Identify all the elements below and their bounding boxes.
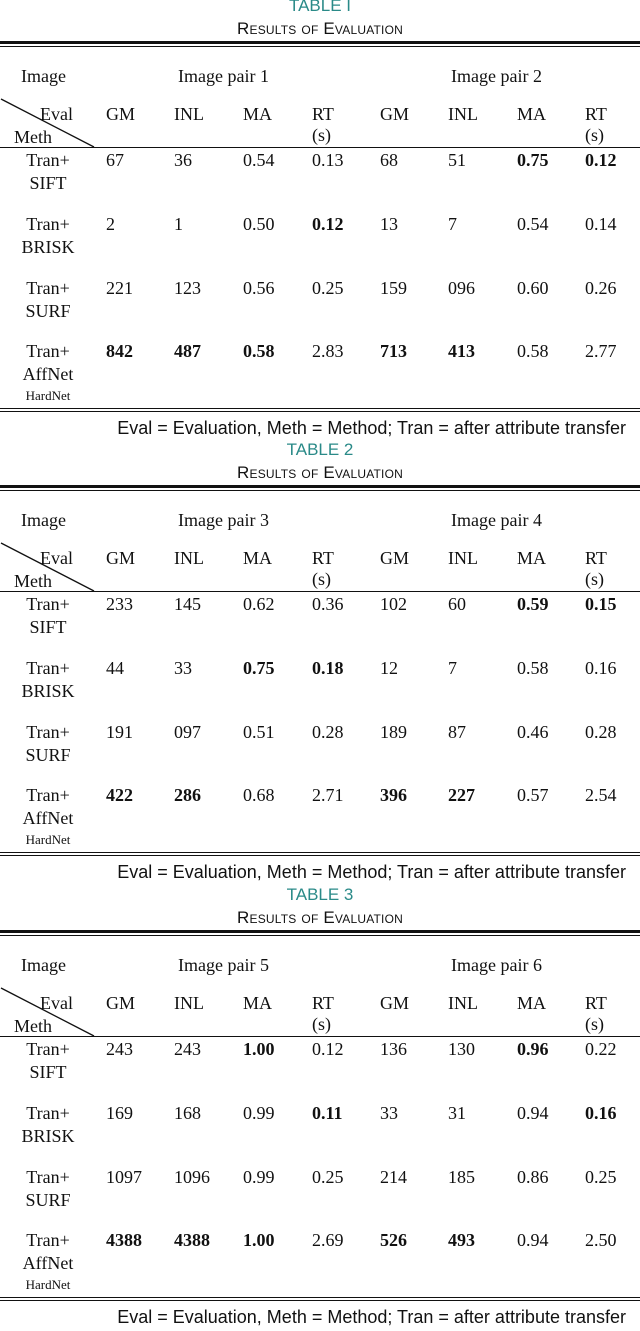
table-cell: 13: [380, 214, 398, 234]
header-metric: RT: [312, 548, 334, 568]
row-label-line2: SIFT: [29, 617, 67, 637]
row-label-line1: Tran+: [26, 214, 70, 234]
row-label-line1: Tran+: [26, 1039, 70, 1059]
table-cell: 0.57: [517, 785, 549, 805]
table-cell: 233: [106, 594, 133, 614]
header-rt-unit: (s): [585, 125, 604, 145]
header-rt-unit: (s): [585, 1014, 604, 1034]
table-top-rule-thin: [0, 46, 640, 47]
header-pair-b: Image pair 4: [451, 510, 542, 530]
header-metric: GM: [106, 548, 136, 568]
row-label-line2: BRISK: [21, 681, 75, 701]
table-cell: 526: [380, 1230, 407, 1250]
table-cell: 1.00: [243, 1230, 275, 1250]
table-cell: 51: [448, 150, 466, 170]
row-label-line1: Tran+: [26, 722, 70, 742]
table-subtitle: Results of Evaluation: [237, 19, 403, 38]
table-cell: 0.14: [585, 214, 617, 234]
table-cell: 0.68: [243, 785, 275, 805]
row-label-line2: BRISK: [21, 1126, 75, 1146]
row-label-line1: Tran+: [26, 278, 70, 298]
table-cell: 0.13: [312, 150, 344, 170]
table-cell: 0.36: [312, 594, 344, 614]
table-cell: 1096: [174, 1167, 210, 1187]
table-cell: 7: [448, 658, 457, 678]
header-metric: MA: [243, 548, 273, 568]
table-cell: 2.54: [585, 785, 617, 805]
header-eval-label: Eval: [40, 548, 73, 568]
header-image-label: Image: [21, 66, 66, 86]
table-cell: 4388: [174, 1230, 210, 1250]
table-cell: 136: [380, 1039, 407, 1059]
table-top-rule: [0, 930, 640, 933]
table-cell: 493: [448, 1230, 475, 1250]
header-metric: INL: [174, 993, 204, 1013]
table-cell: 243: [106, 1039, 133, 1059]
header-rt-unit: (s): [312, 1014, 331, 1034]
header-metric: INL: [174, 548, 204, 568]
table-cell: 0.26: [585, 278, 617, 298]
header-rt-unit: (s): [585, 569, 604, 589]
table-cell: 286: [174, 785, 201, 805]
table-cell: 422: [106, 785, 133, 805]
table-cell: 33: [174, 658, 192, 678]
table-cell: 842: [106, 341, 133, 361]
table-cell: 0.99: [243, 1167, 275, 1187]
table-cell: 0.60: [517, 278, 549, 298]
header-eval-label: Eval: [40, 104, 73, 124]
table-footnote: Eval = Evaluation, Meth = Method; Tran = after attribute transfer: [117, 862, 626, 882]
header-meth-label: Meth: [14, 571, 52, 591]
row-label-line2: SIFT: [29, 1062, 67, 1082]
table-block: [0, 886, 640, 1331]
table-cell: 0.25: [312, 278, 344, 298]
table-cell: 0.15: [585, 594, 617, 614]
header-metric: MA: [517, 104, 547, 124]
header-bottom-rule: [0, 147, 640, 148]
header-metric: INL: [448, 993, 478, 1013]
table-top-rule-thin: [0, 490, 640, 491]
table-cell: 0.28: [312, 722, 344, 742]
table-cell: 0.75: [517, 150, 549, 170]
header-metric: RT: [312, 104, 334, 124]
header-metric: RT: [585, 104, 607, 124]
header-metric: RT: [585, 548, 607, 568]
table-cell: 1: [174, 214, 183, 234]
row-label-line3: HardNet: [25, 832, 71, 847]
table-cell: 7: [448, 214, 457, 234]
table-cell: 713: [380, 341, 407, 361]
table-top-rule: [0, 485, 640, 488]
header-meth-label: Meth: [14, 127, 52, 147]
table-bottom-rule-2: [0, 1300, 640, 1301]
header-metric: INL: [448, 104, 478, 124]
row-label-line1: Tran+: [26, 150, 70, 170]
table-cell: 097: [174, 722, 201, 742]
table-cell: 36: [174, 150, 192, 170]
table-bottom-rule: [0, 852, 640, 853]
table-top-rule-thin: [0, 935, 640, 936]
table-cell: 0.51: [243, 722, 275, 742]
row-label-line3: HardNet: [25, 388, 71, 403]
table-cell: 159: [380, 278, 407, 298]
table-cell: 0.46: [517, 722, 549, 742]
table-cell: 1.00: [243, 1039, 275, 1059]
table-cell: 31: [448, 1103, 466, 1123]
table-cell: 0.18: [312, 658, 344, 678]
table-cell: 2.77: [585, 341, 617, 361]
table-cell: 243: [174, 1039, 201, 1059]
table-cell: 0.22: [585, 1039, 617, 1059]
table-block: [0, 0, 640, 442]
table-cell: 191: [106, 722, 133, 742]
header-metric: INL: [448, 548, 478, 568]
header-image-label: Image: [21, 510, 66, 530]
header-bottom-rule: [0, 1036, 640, 1037]
header-meth-label: Meth: [14, 1016, 52, 1036]
table-bottom-rule: [0, 408, 640, 409]
header-pair-b: Image pair 2: [451, 66, 542, 86]
table-cell: 87: [448, 722, 466, 742]
table-cell: 0.59: [517, 594, 549, 614]
header-rt-unit: (s): [312, 125, 331, 145]
row-label-line1: Tran+: [26, 1167, 70, 1187]
table-subtitle: Results of Evaluation: [237, 908, 403, 927]
table-bottom-rule: [0, 1297, 640, 1298]
table-cell: 2.69: [312, 1230, 344, 1250]
row-label-line2: AffNet: [22, 364, 74, 384]
table-cell: 487: [174, 341, 201, 361]
table-block: [0, 441, 640, 886]
table-cell: 2.83: [312, 341, 344, 361]
table-cell: 0.25: [585, 1167, 617, 1187]
table-cell: 168: [174, 1103, 201, 1123]
table-cell: 2: [106, 214, 115, 234]
table-cell: 130: [448, 1039, 475, 1059]
table-cell: 102: [380, 594, 407, 614]
row-label-line2: SURF: [25, 745, 71, 765]
header-metric: MA: [243, 104, 273, 124]
table-cell: 0.16: [585, 1103, 617, 1123]
table-cell: 0.75: [243, 658, 275, 678]
table-cell: 096: [448, 278, 475, 298]
table-cell: 0.12: [312, 214, 344, 234]
row-label-line2: AffNet: [22, 808, 74, 828]
table-bottom-rule-2: [0, 411, 640, 412]
header-pair-a: Image pair 3: [178, 510, 269, 530]
table-cell: 0.11: [312, 1103, 343, 1123]
table-cell: 185: [448, 1167, 475, 1187]
table-cell: 67: [106, 150, 124, 170]
row-label-line3: HardNet: [25, 1277, 71, 1292]
table-cell: 0.94: [517, 1103, 549, 1123]
table-cell: 413: [448, 341, 475, 361]
table-cell: 68: [380, 150, 398, 170]
table-footnote: Eval = Evaluation, Meth = Method; Tran = after attribute transfer: [117, 1307, 626, 1327]
table-cell: 1097: [106, 1167, 142, 1187]
table-cell: 2.50: [585, 1230, 617, 1250]
table-cell: 0.54: [243, 150, 275, 170]
table-title: TABLE 3: [286, 885, 354, 904]
table-cell: 214: [380, 1167, 407, 1187]
table-title: TABLE 2: [286, 440, 354, 459]
row-label-line1: Tran+: [26, 1230, 70, 1250]
table-cell: 0.54: [517, 214, 549, 234]
row-label-line2: BRISK: [21, 237, 75, 257]
table-cell: 0.12: [585, 150, 617, 170]
header-metric: GM: [106, 104, 136, 124]
header-image-label: Image: [21, 955, 66, 975]
header-metric: GM: [380, 548, 410, 568]
table-cell: 145: [174, 594, 201, 614]
row-label-line1: Tran+: [26, 1103, 70, 1123]
table-cell: 169: [106, 1103, 133, 1123]
table-cell: 0.50: [243, 214, 275, 234]
table-cell: 221: [106, 278, 133, 298]
table-cell: 0.58: [517, 341, 549, 361]
table-cell: 0.94: [517, 1230, 549, 1250]
header-pair-b: Image pair 6: [451, 955, 542, 975]
table-title: TABLE I: [288, 0, 352, 15]
table-cell: 0.99: [243, 1103, 275, 1123]
header-bottom-rule: [0, 591, 640, 592]
header-metric: RT: [585, 993, 607, 1013]
row-label-line1: Tran+: [26, 658, 70, 678]
row-label-line1: Tran+: [26, 341, 70, 361]
row-label-line2: SURF: [25, 1190, 71, 1210]
header-metric: MA: [517, 993, 547, 1013]
table-cell: 123: [174, 278, 201, 298]
row-label-line2: SIFT: [29, 173, 67, 193]
table-top-rule: [0, 41, 640, 44]
table-cell: 4388: [106, 1230, 142, 1250]
table-cell: 0.62: [243, 594, 275, 614]
header-metric: GM: [106, 993, 136, 1013]
table-cell: 396: [380, 785, 407, 805]
table-cell: 0.58: [517, 658, 549, 678]
header-rt-unit: (s): [312, 569, 331, 589]
table-cell: 0.16: [585, 658, 617, 678]
header-eval-label: Eval: [40, 993, 73, 1013]
header-metric: INL: [174, 104, 204, 124]
header-pair-a: Image pair 1: [178, 66, 269, 86]
table-cell: 2.71: [312, 785, 344, 805]
header-metric: RT: [312, 993, 334, 1013]
header-metric: GM: [380, 993, 410, 1013]
table-cell: 0.56: [243, 278, 275, 298]
table-cell: 0.28: [585, 722, 617, 742]
table-bottom-rule-2: [0, 855, 640, 856]
row-label-line2: AffNet: [22, 1253, 74, 1273]
table-cell: 0.58: [243, 341, 275, 361]
row-label-line1: Tran+: [26, 594, 70, 614]
table-footnote: Eval = Evaluation, Meth = Method; Tran = after attribute transfer: [117, 418, 626, 438]
table-cell: 33: [380, 1103, 398, 1123]
table-cell: 0.25: [312, 1167, 344, 1187]
table-cell: 44: [106, 658, 124, 678]
header-metric: MA: [243, 993, 273, 1013]
table-cell: 0.86: [517, 1167, 549, 1187]
row-label-line2: SURF: [25, 301, 71, 321]
row-label-line1: Tran+: [26, 785, 70, 805]
table-subtitle: Results of Evaluation: [237, 463, 403, 482]
table-cell: 60: [448, 594, 466, 614]
header-metric: MA: [517, 548, 547, 568]
table-cell: 0.12: [312, 1039, 344, 1059]
table-cell: 189: [380, 722, 407, 742]
header-pair-a: Image pair 5: [178, 955, 269, 975]
table-cell: 12: [380, 658, 398, 678]
header-metric: GM: [380, 104, 410, 124]
table-cell: 0.96: [517, 1039, 549, 1059]
table-cell: 227: [448, 785, 475, 805]
